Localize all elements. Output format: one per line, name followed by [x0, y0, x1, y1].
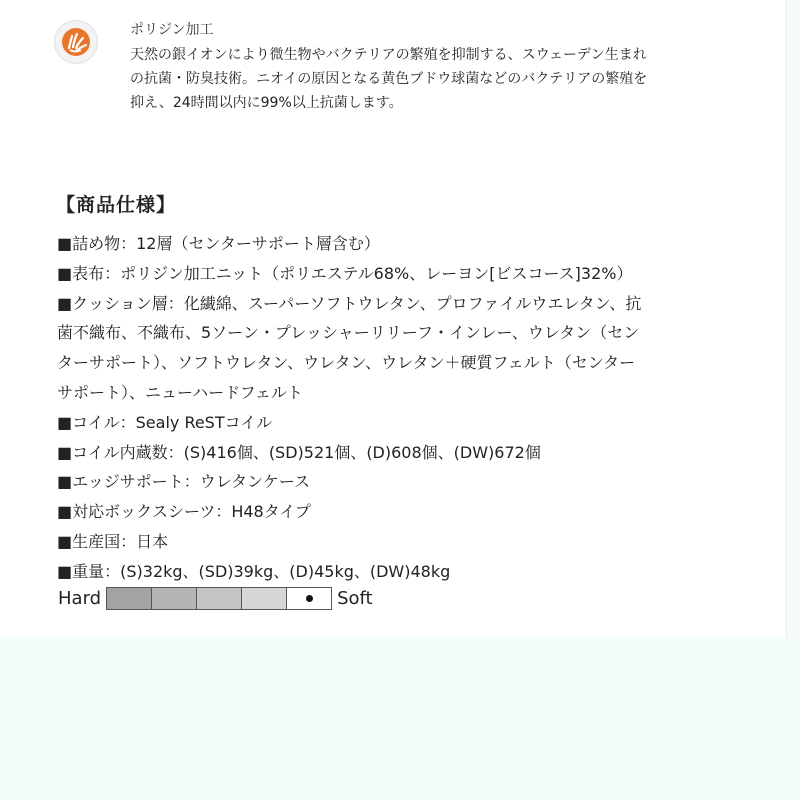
spec-line: ■クッション層：化繊綿、スーパーソフトウレタン、プロファイルウエレタン、抗 — [57, 293, 642, 313]
spec-line: ターサポート）、ソフトウレタン、ウレタン、ウレタン＋硬質フェルト（センター — [57, 353, 636, 373]
feature-description-line: 抑え、24時間以内に99%以上抗菌します。 — [130, 95, 403, 111]
firmness-segment — [152, 588, 197, 609]
spec-line: ■表布：ポリジン加工ニット（ポリエステル68%、レーヨン[ビスコース]32%） — [57, 263, 633, 283]
spec-heading: 【商品仕様】 — [56, 194, 177, 216]
firmness-bar — [106, 587, 332, 610]
spec-line: ■重量：(S)32kg、(SD)39kg、(D)45kg、(DW)48kg — [57, 561, 451, 581]
spec-line: ■コイル内蔵数：(S)416個、(SD)521個、(D)608個、(DW)672個 — [57, 442, 541, 462]
feature-description-line: の抗菌・防臭技術。ニオイの原因となる黄色ブドウ球菌などのバクテリアの繁殖を — [130, 71, 648, 87]
firmness-indicator-dot — [306, 595, 313, 602]
firmness-hard-label: Hard — [58, 587, 102, 609]
firmness-segment — [197, 588, 242, 609]
spec-line: ■対応ボックスシーツ：H48タイプ — [57, 502, 311, 522]
firmness-scale — [58, 586, 373, 610]
feature-description-line: 天然の銀イオンにより微生物やバクテリアの繁殖を抑制する、スウェーデン生まれ — [130, 47, 647, 63]
spec-list — [57, 229, 641, 587]
feature-description — [130, 43, 770, 115]
spec-line: ■詰め物：12層（センターサポート層含む） — [57, 234, 380, 253]
feature-title: ポリジン加工 — [130, 22, 214, 38]
polygiene-hand-icon — [54, 20, 98, 64]
firmness-soft-label: Soft — [337, 587, 373, 609]
firmness-segment — [287, 588, 331, 609]
spec-line: ■生産国：日本 — [57, 531, 169, 551]
spec-line: ■エッジサポート：ウレタンケース — [57, 472, 311, 492]
firmness-segment — [242, 588, 287, 609]
firmness-segment — [107, 588, 152, 609]
spec-line: 菌不織布、不織布、5ソーン・プレッシャーリリーフ・インレー、ウレタン（セン — [57, 323, 640, 343]
spec-line: サポート）、ニューハードフェルト — [57, 382, 303, 402]
spec-line: ■コイル：Sealy ReSTコイル — [57, 412, 273, 432]
